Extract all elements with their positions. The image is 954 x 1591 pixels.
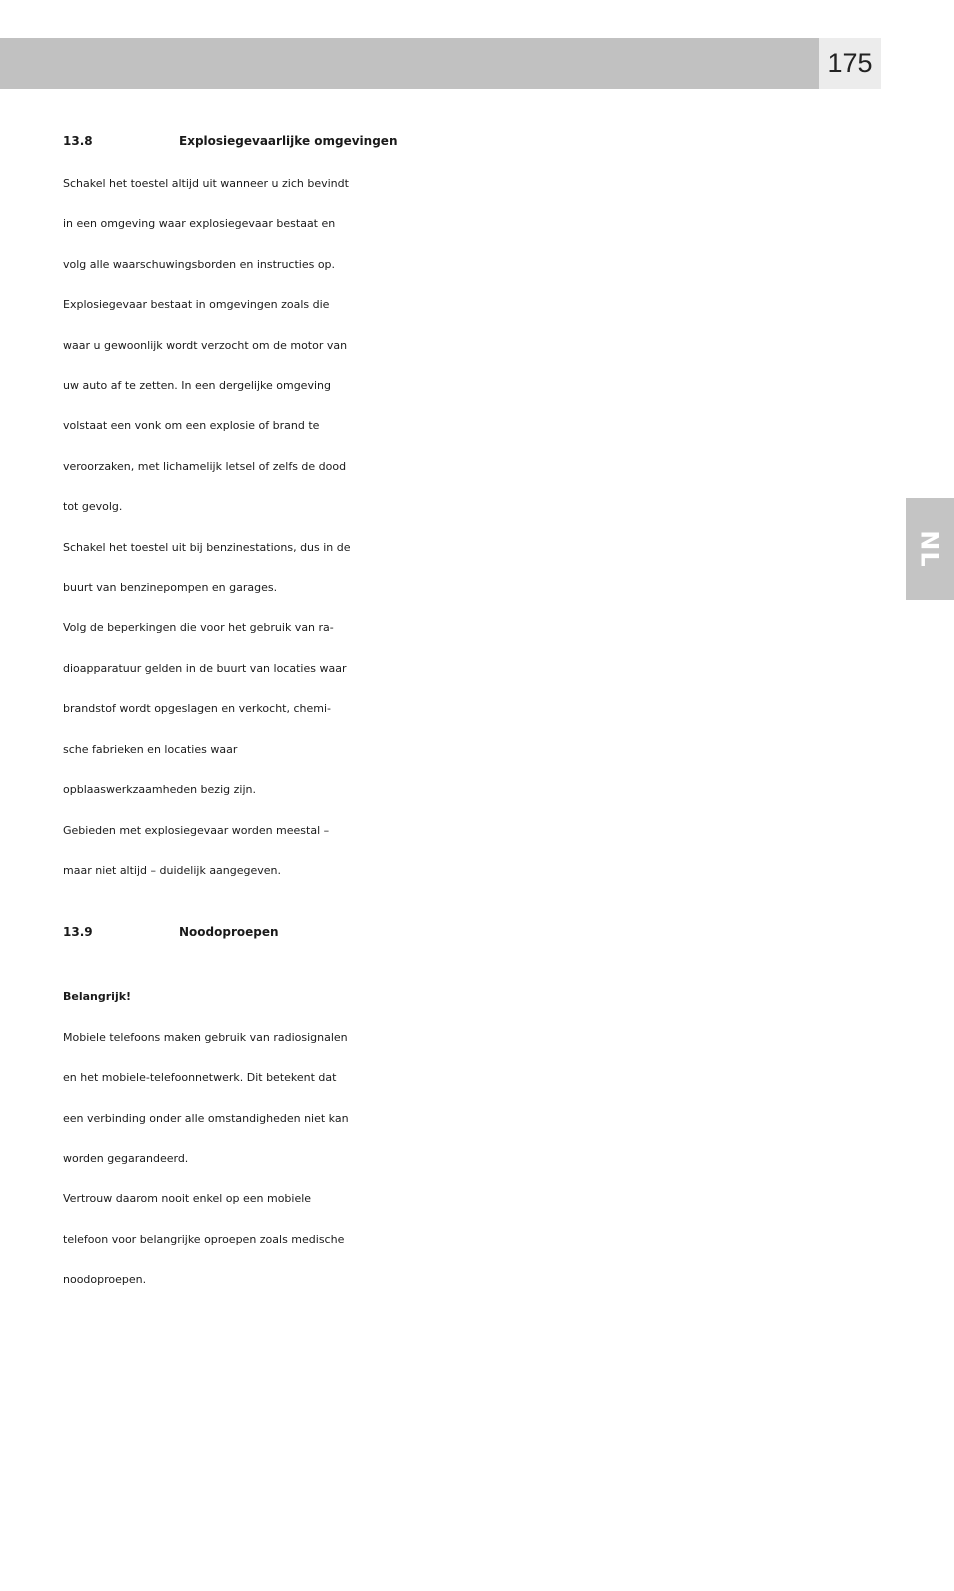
section-title: Noodoproepen	[179, 925, 279, 940]
body-line: een verbinding onder alle omstandigheden niet kan	[63, 1111, 349, 1125]
page-number: 175	[819, 38, 881, 89]
section-body-13-8	[63, 164, 903, 891]
body-line: Schakel het toestel uit bij benzinestations, dus in de	[63, 540, 351, 554]
body-line: Explosiegevaar bestaat in omgevingen zoals die	[63, 298, 330, 312]
body-line: volstaat een vonk om een explosie of brand te	[63, 419, 320, 433]
section-body-13-9	[63, 1018, 903, 1301]
body-line: opblaaswerkzaamheden bezig zijn.	[63, 783, 256, 797]
body-line: telefoon voor belangrijke oproepen zoals medische	[63, 1232, 345, 1246]
body-line: in een omgeving waar explosiegevaar bestaat en	[63, 217, 336, 231]
body-line: noodoproepen.	[63, 1273, 147, 1287]
body-line: uw auto af te zetten. In een dergelijke omgeving	[63, 379, 331, 393]
body-line: maar niet altijd – duidelijk aangegeven.	[63, 863, 282, 877]
body-line: en het mobiele-telefoonnetwerk. Dit betekent dat	[63, 1071, 337, 1085]
body-line: sche fabrieken en locaties waar	[63, 742, 238, 756]
section-number: 13.8	[63, 134, 93, 148]
page-content	[63, 118, 903, 1301]
body-line: waar u gewoonlijk wordt verzocht om de motor van	[63, 338, 348, 352]
body-line: veroorzaken, met lichamelijk letsel of zelfs de dood	[63, 459, 347, 473]
body-line: Mobiele telefoons maken gebruik van radiosignalen	[63, 1030, 348, 1044]
language-tab	[906, 498, 954, 600]
important-subheading: Belangrijk!	[63, 990, 132, 1004]
body-line: Vertrouw daarom nooit enkel op een mobiele	[63, 1192, 312, 1206]
body-line: buurt van benzinepompen en garages.	[63, 581, 278, 595]
body-line: dioapparatuur gelden in de buurt van locaties waar	[63, 661, 347, 675]
body-line: Gebieden met explosiegevaar worden meestal –	[63, 823, 330, 837]
body-line: worden gegarandeerd.	[63, 1151, 189, 1165]
section-heading-13-9	[63, 909, 903, 955]
section-title: Explosiegevaarlijke omgevingen	[179, 134, 398, 148]
language-tab-label: NL	[915, 530, 944, 568]
body-line: volg alle waarschuwingsborden en instructies op.	[63, 257, 336, 271]
body-line: Schakel het toestel altijd uit wanneer u zich bevindt	[63, 177, 349, 190]
section-heading-13-8	[63, 118, 903, 164]
body-line: brandstof wordt opgeslagen en verkocht, chemi-	[63, 702, 331, 716]
section-number: 13.9	[63, 925, 93, 940]
header-bar	[0, 38, 819, 89]
body-line: Volg de beperkingen die voor het gebruik van ra-	[63, 621, 334, 635]
body-line: tot gevolg.	[63, 500, 123, 514]
